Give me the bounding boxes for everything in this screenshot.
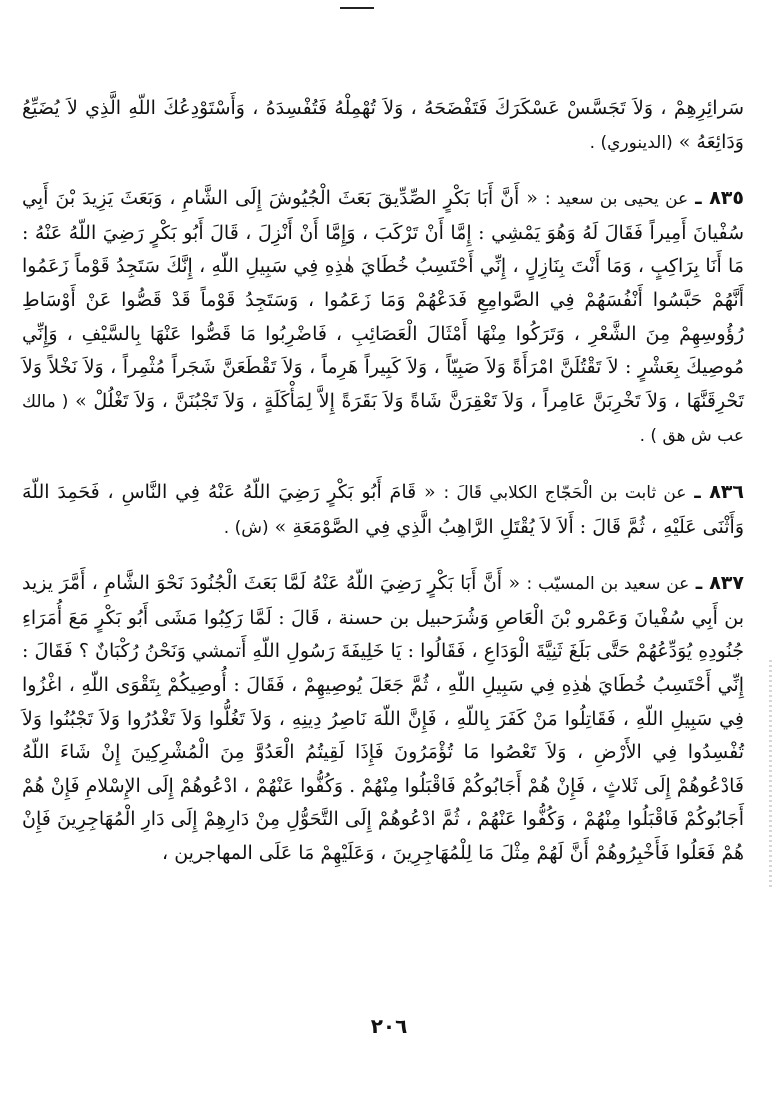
hadith-number: ٨٣٧ ـ: [695, 572, 744, 595]
hadith-number: ٨٣٥ ـ: [695, 187, 744, 210]
page-body: [22, 92, 744, 870]
paragraph-gap: [22, 454, 744, 476]
hadith-number: ٨٣٦ ـ: [694, 480, 744, 503]
hadith-source: (ش) .: [223, 517, 269, 538]
scan-edge-artifact: [769, 660, 772, 890]
paragraph-834-tail: [22, 92, 744, 160]
top-rule: [340, 7, 374, 9]
hadith-narrator: عن سعيد بن المسيّب :: [526, 574, 690, 595]
paragraph-gap: [22, 545, 744, 567]
hadith-text: « أَنَّ أَبَا بَكْرٍ الصِّدِّيقَ بَعَثَ الْجُيُوشَ إِلَى الشَّامِ ، وَبَعَثَ يَزِيدَ بْنَ أَبِي سُفْيانَ أَمِيراً فَقَالَ لَهُ وَهُوَ يَمْشِي : إِمَّا أَنْ تَرْكَبَ ، وَإِمَّا أَنْ أَنْزِلَ ، قَالَ أَبُو بَكْرٍ رَضِيَ اللّهُ عَنْهُ : مَا أَنَا بِرَاكِبٍ ، وَمَا أَنْتَ بِنَازِلٍ ، إِنِّي أَحْتَسِبُ خُطَايَ هٰذِهِ فِي سَبِيلِ اللّهِ ، إِنَّكَ سَتَجِدُ قَوْماً زَعَمُوا أَنَّهُمْ حَبَّسُوا أَنْفُسَهُمْ فِي الصَّوامِعِ فَدَعْهُمْ وَمَا زَعَمُوا ، وَسَتَجِدُ قَوْماً قَدْ قَصُّوا عَنْ أَوْسَاطِ رُؤُوسِهِمْ مِنَ الشَّعْرِ ، وَتَرَكُوا مِنْهَا أَمْثَالَ الْعَصَائِبِ ، فَاضْرِبُوا مَا قَصُّوا عَنْهَا بِالسَّيْفِ ، وَإِنِّي مُوصِيكَ بِعَشْرٍ : لاَ تَقْتُلَنَّ امْرَأَةً وَلاَ صَبِيّاً ، وَلاَ كَبِيراً هَرِماً ، وَلاَ تَقْطَعَنَّ شَجَراً مُثْمِراً ، وَلاَ نَخْلاً وَلاَ تَحْرِقَنَّهَا ، وَلاَ تَخْرِبَنَّ عَامِراً ، وَلاَ تَعْقِرَنَّ شَاةً وَلاَ بَقَرَةً إِلاَّ لِمَأْكَلَةٍ ، وَلاَ تَجْبُنَنَّ ، وَلاَ تَغْلُلْ »: [22, 187, 744, 412]
hadith-source: (الدينوري) .: [589, 132, 673, 153]
hadith-text: سَرائِرِهِمْ ، وَلاَ تَجَسَّسْ عَسْكَرَكَ فَتَفْضَحَهُ ، وَلاَ تُهْمِلْهُ فَتُفْسِدَهُ ، وَأَسْتَوْدِعُكَ اللّهِ الَّذِي لاَ يُضَيِّعُ وَدَائِعَهُ »: [22, 97, 744, 153]
paragraph-836: [22, 476, 744, 545]
paragraph-835: [22, 182, 744, 454]
paragraph-gap: [22, 160, 744, 182]
hadith-narrator: عن ثابت بن الْحَجّاج الكلابي قَالَ :: [443, 482, 687, 503]
page-number: ٢٠٦: [370, 1014, 408, 1038]
hadith-text: « أَنَّ أَبَا بَكْرٍ رَضِيَ اللّهُ عَنْهُ لَمَّا بَعَثَ الْجُنُودَ نَحْوَ الشَّامِ ، أَمَّرَ يزيد بن أَبِي سُفْيانَ وَعَمْرو بْنَ الْعَاصِ وَشُرَحبيل بن حسنة ، قَالَ : لَمَّا رَكِبُوا مَشَى أَبُو بَكْرٍ مَعَ أُمَرَاءِ جُنُودِهِ يُوَدِّعُهُمْ حَتَّى بَلَغَ ثَنِيَّةَ الْوَدَاعِ ، فَقَالُوا : يَا خَلِيفَةَ رَسُولِ اللّهِ أَتمشي وَنَحْنُ رُكْبَانٌ ؟ فَقَالَ : إِنِّي أَحْتَسِبُ خُطَايَ هٰذِهِ فِي سَبِيلِ اللّهِ ، ثُمَّ جَعَلَ يُوصِيهِمْ ، فَقَالَ : أُوصِيكُمْ بِتَقْوَى اللّهِ ، اغْزُوا فِي سَبِيلِ اللّهِ ، فَقَاتِلُوا مَنْ كَفَرَ بِاللّهِ ، فَإِنَّ اللّهَ نَاصِرُ دِينِهِ ، وَلاَ تَغُلُّوا وَلاَ تَغْدُرُوا وَلاَ تَجْبُنُوا وَلاَ تُفْسِدُوا فِي الأَرْضِ ، وَلاَ تَعْصُوا مَا تُؤْمَرُونَ فَإِذَا لَقِيتُمُ الْعَدُوَّ مِنَ الْمُشْرِكِينَ إِنْ شَاءَ اللّهُ فَادْعُوهُمْ إِلَى ثَلاثٍ ، فَإِنْ هُمْ أَجَابُوكُمْ فَاقْبَلُوا مِنْهُمْ . وَكُفُّوا عَنْهُمْ ، ادْعُوهُمْ إِلَى الإِسْلامِ فَإِنْ هُمْ أَجَابُوكُمْ فَاقْبَلُوا مِنْهُمْ ، وَكُفُّوا عَنْهُمْ ، ثُمَّ ادْعُوهُمْ إِلَى التَّحَوُّلِ مِنْ دَارِهِمْ إِلَى دَارِ الْمُهَاجِرِينَ فَإِنْ هُمْ فَعَلُوا فَأَخْبِرُوهُمْ أَنَّ لَهُمْ مِثْلَ مَا لِلْمُهَاجِرِينَ ، وَعَلَيْهِمْ مَا عَلَى المهاجرين ،: [22, 572, 744, 864]
hadith-source: ( مالك عب ش هق ) .: [22, 391, 744, 447]
hadith-text: « قَامَ أَبُو بَكْرٍ رَضِيَ اللّهُ عَنْهُ فِي النَّاسِ ، فَحَمِدَ اللّهَ وَأَثْنَى عَلَيْهِ ، ثُمَّ قَالَ : أَلاَ لاَ يُقْتَلِ الرَّاهِبُ الَّذِي فِي الصَّوْمَعَةِ »: [22, 480, 744, 538]
hadith-narrator: عن يحيى بن سعيد :: [544, 189, 689, 210]
paragraph-837: [22, 567, 744, 870]
